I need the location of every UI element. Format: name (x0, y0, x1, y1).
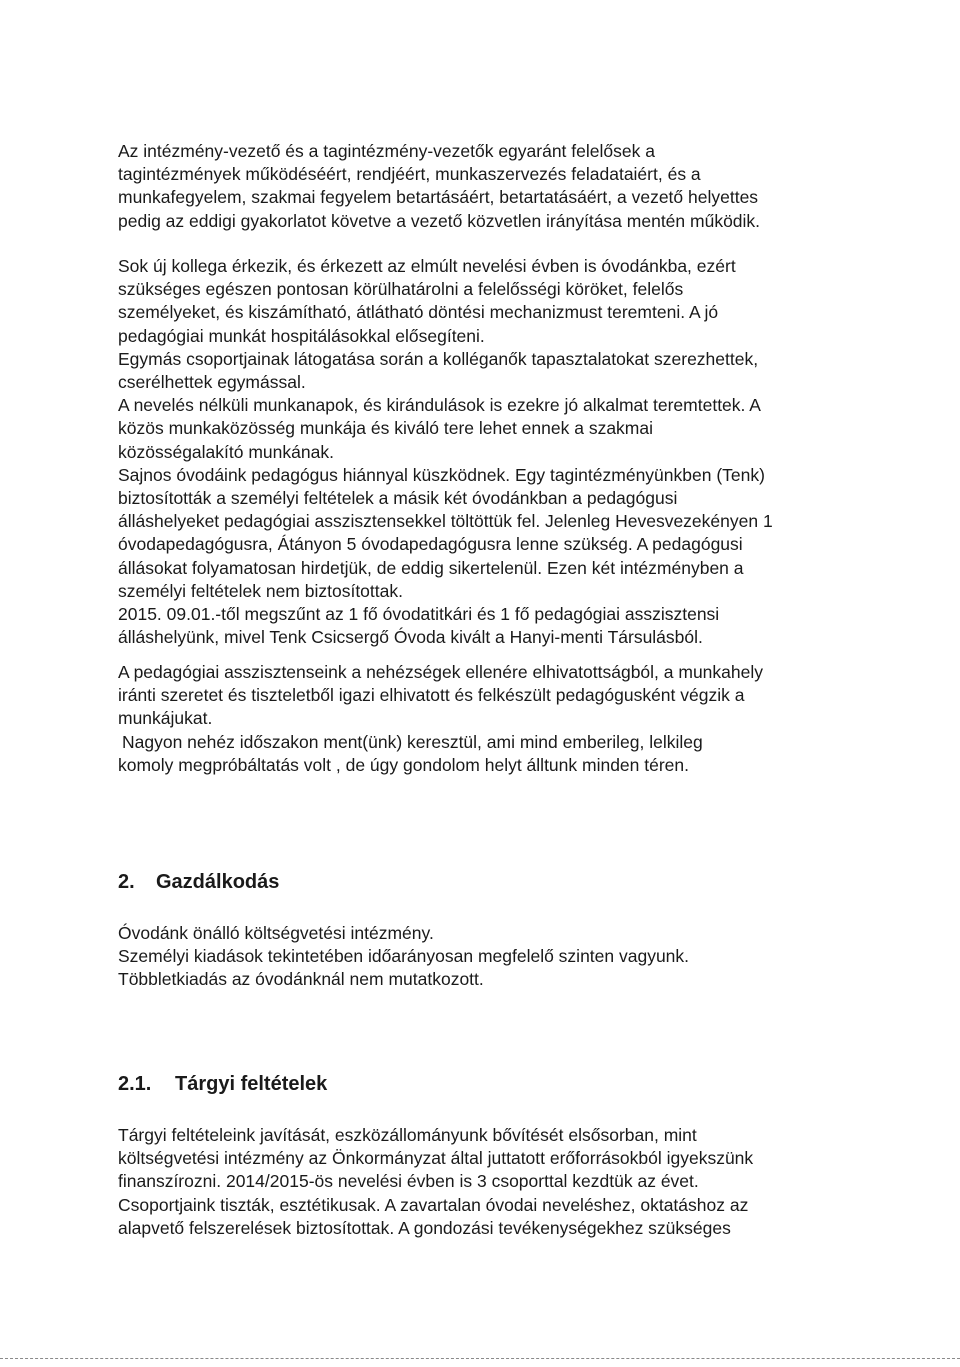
text-line: Az intézmény-vezető és a tagintézmény-vezetők egyaránt felelősek a (118, 141, 655, 161)
text-line: iránti szeretet és tiszteletből igazi elhivatott és felkészült pedagógusként végzik a (118, 685, 745, 706)
text-line: óvodapedagógusra, Átányon 5 óvodapedagógusra lenne szükség. A pedagógusi (118, 534, 743, 555)
section-number: 2. (118, 871, 135, 893)
text-line: Nagyon nehéz időszakon ment(ünk) keresztül, ami mind emberileg, lelkileg (122, 731, 703, 752)
paragraph-assistants (118, 661, 848, 777)
text-line: A pedagógiai asszisztenseink a nehézségek ellenére elhivatottságból, a munkahely (118, 662, 764, 682)
section-heading-targyi-feltetelek (118, 1073, 327, 1096)
page-bottom-divider (0, 1358, 960, 1359)
text-line: komoly megpróbáltatás volt , de úgy gondolom helyt álltunk minden téren. (118, 754, 690, 775)
section-title: Tárgyi feltételek (175, 1073, 328, 1095)
text-line: közös munkaközösség munkája és kiváló tere lehet ennek a szakmai (118, 418, 653, 439)
text-line: Csoportjaink tiszták, esztétikusak. A zavartalan óvodai neveléshez, oktatáshoz az (118, 1194, 749, 1215)
text-line: szükséges egészen pontosan körülhatárolni a felelősségi köröket, felelős (118, 279, 684, 300)
text-line: 2015. 09.01.-től megszűnt az 1 fő óvodatitkári és 1 fő pedagógiai asszisztensi (118, 604, 720, 625)
text-line: Személyi kiadások tekintetében időarányosan megfelelő szinten vagyunk. (118, 946, 690, 967)
text-line: Tárgyi feltételeink javítását, eszközállományunk bővítését elsősorban, mint (118, 1125, 697, 1145)
text-line: álláshelyünk, mivel Tenk Csicsergő Óvoda kivált a Hanyi-menti Társulásból. (118, 627, 703, 648)
text-line: Sok új kollega érkezik, és érkezett az elmúlt nevelési évben is óvodánkba, ezért (118, 256, 736, 276)
text-line: A nevelés nélküli munkanapok, és kirándulások is ezekre jó alkalmat teremtettek. A (118, 395, 761, 416)
text-line: személyeket, és kiszámítható, átlátható döntési mechanizmust teremteni. A jó (118, 302, 719, 323)
text-line: pedig az eddigi gyakorlatot követve a vezető közvetlen irányítása mentén működik. (118, 210, 761, 231)
text-line: munkafegyelem, szakmai fegyelem betartásáért, betartatásáért, a vezető helyettes (118, 187, 759, 208)
text-line: finanszírozni. 2014/2015-ös nevelési évben is 3 csoporttal kezdtük az évet. (118, 1171, 699, 1192)
text-line: alapvető felszerelések biztosítottak. A gondozási tevékenységekhez szükséges (118, 1217, 731, 1238)
paragraph-targyi-feltetelek (118, 1124, 848, 1240)
text-line: álláshelyeket pedagógiai asszisztensekkel töltöttük fel. Jelenleg Hevesvezekényen 1 (118, 511, 773, 532)
section-heading-gazdalkodas (118, 871, 279, 894)
section-number: 2.1. (118, 1073, 152, 1095)
text-line: munkájukat. (118, 708, 213, 729)
text-line: tagintézmények működéséért, rendjéért, munkaszervezés feladataiért, és a (118, 164, 701, 185)
text-line: állásokat folyamatosan hirdetjük, de eddig sikertelenül. Ezen két intézményben a (118, 557, 744, 578)
text-line: költségvetési intézmény az Önkormányzat által juttatott erőforrásokból igyekszünk (118, 1148, 754, 1169)
text-line: cserélhettek egymással. (118, 372, 306, 393)
paragraph-new-colleagues (118, 255, 848, 649)
text-line: biztosították a személyi feltételek a másik két óvodánkban a pedagógusi (118, 488, 678, 509)
paragraph-responsibilities (118, 140, 848, 233)
text-line: Sajnos óvodáink pedagógus hiánnyal küszködnek. Egy tagintézményünkben (Tenk) (118, 464, 765, 485)
text-line: közösségalakító munkának. (118, 441, 334, 462)
text-line: Egymás csoportjainak látogatása során a kolléganők tapasztalatokat szerezhettek, (118, 348, 759, 369)
section-title: Gazdálkodás (156, 871, 280, 893)
text-line: Többletkiadás az óvodánknál nem mutatkozott. (118, 969, 484, 990)
paragraph-gazdalkodas (118, 922, 848, 992)
text-line: személyi feltételek nem biztosítottak. (118, 580, 403, 601)
text-line: pedagógiai munkát hospitálásokkal elősegíteni. (118, 325, 485, 346)
text-line: Óvodánk önálló költségvetési intézmény. (118, 923, 434, 943)
